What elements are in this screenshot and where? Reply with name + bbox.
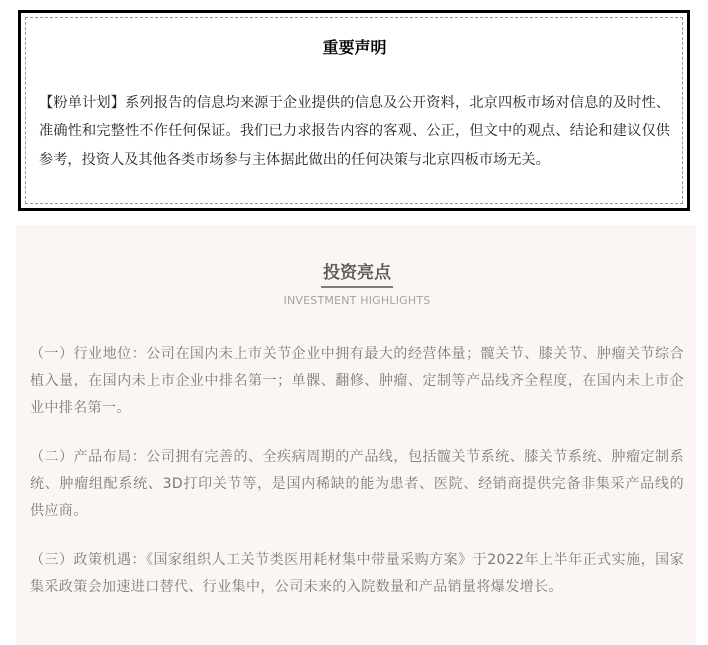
highlight-item-industry-position: （一）行业地位：公司在国内未上市关节企业中拥有最大的经营体量；髋关节、膝关节、肿瘤关节综合植入量，在国内未上市企业中排名第一；单髁、翻修、肿瘤、定制等产品线齐全程度，在国内未上市企业中排名第一。 (30, 346, 684, 416)
highlights-list (30, 341, 684, 601)
disclaimer-title: 重要声明 (322, 38, 387, 57)
disclaimer-text: 【粉单计划】系列报告的信息均来源于企业提供的信息及公开资料，北京四板市场对信息的及时性、准确性和完整性不作任何保证。我们已力求报告内容的客观、公正，但文中的观点、结论和建议仅供参考，投资人及其他各类市场参与主体据此做出的任何决策与北京四板市场无关。 (39, 95, 670, 168)
highlight-item-policy-opportunity: （三）政策机遇：《国家组织人工关节类医用耗材集中带量采购方案》于2022年上半年正式实施，国家集采政策会加速进口替代、行业集中，公司未来的入院数量和产品销量将爆发增长。 (30, 552, 684, 595)
highlight-item-product-layout: （二）产品布局：公司拥有完善的、全疾病周期的产品线，包括髋关节系统、膝关节系统、肿瘤定制系统、肿瘤组配系统、3D打印关节等，是国内稀缺的能为患者、医院、经销商提供完备非集采产品线的供应商。 (30, 449, 684, 519)
highlights-title: 投资亮点 (321, 262, 393, 288)
disclaimer-box (18, 10, 690, 211)
highlights-subtitle: INVESTMENT HIGHLIGHTS (283, 294, 431, 307)
disclaimer-inner-frame (25, 17, 683, 204)
investment-highlights-section (16, 225, 696, 645)
highlights-heading (30, 262, 684, 288)
